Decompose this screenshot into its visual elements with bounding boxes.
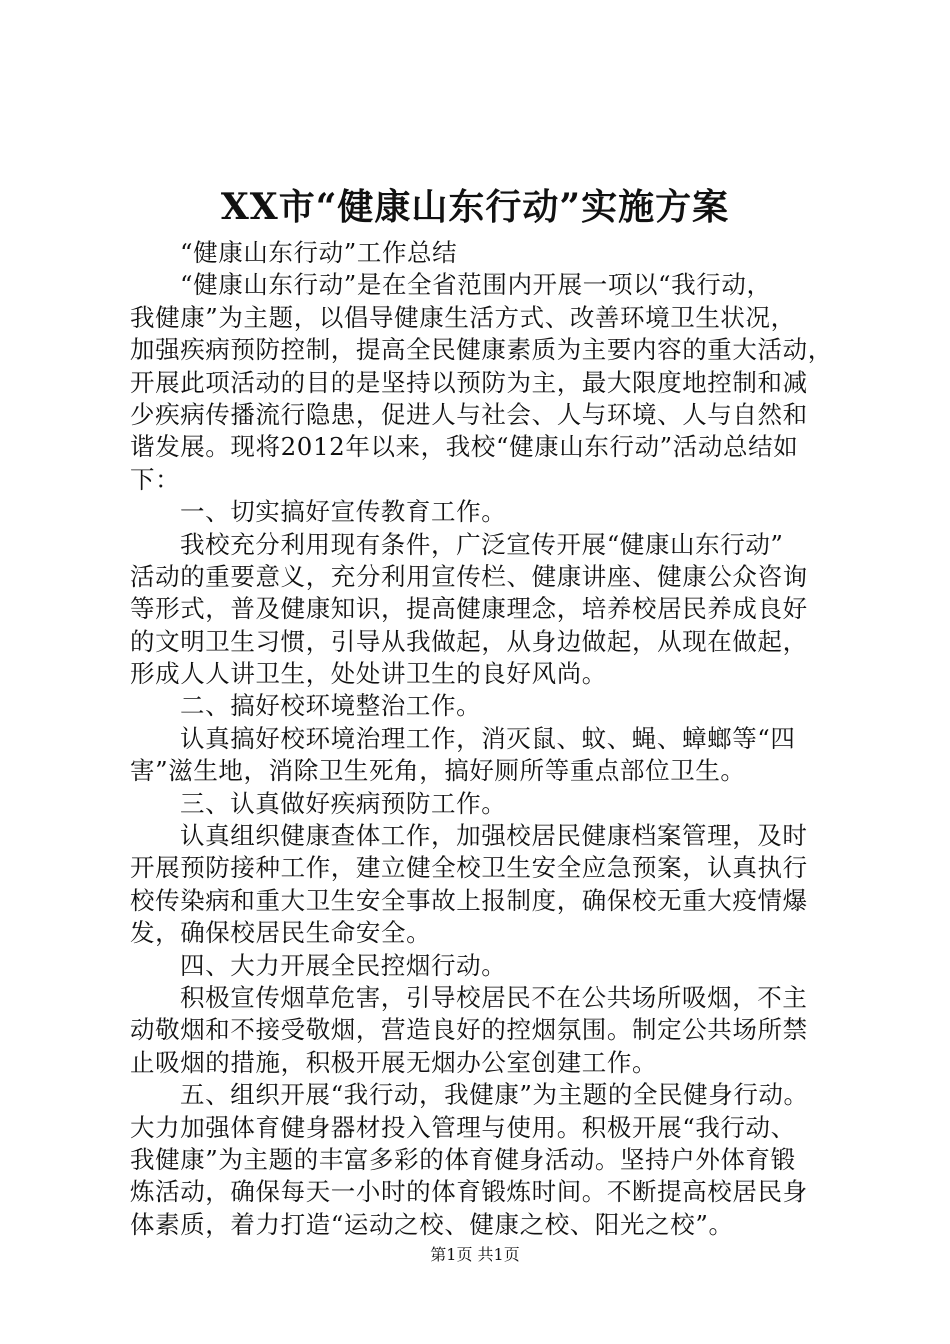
text-line: 我校充分利用现有条件，广泛宣传开展“健康山东行动” (180, 529, 784, 559)
document-body (130, 237, 860, 1241)
text-line: 的文明卫生习惯，引导从我做起，从身边做起，从现在做起， (130, 626, 808, 656)
text-line: 校传染病和重大卫生安全事故上报制度，确保校无重大疫情爆 (130, 885, 808, 915)
text-line: 体素质，着力打造“运动之校、健康之校、阳光之校”。 (130, 1209, 734, 1239)
text-line: 我健康”为主题的丰富多彩的体育健身活动。坚持户外体育锻 (130, 1144, 796, 1174)
text-line: 我健康”为主题，以倡导健康生活方式、改善环境卫生状况， (130, 302, 796, 332)
text-line: 三、认真做好疾病预防工作。 (180, 788, 507, 818)
text-line: 大力加强体育健身器材投入管理与使用。积极开展“我行动、 (130, 1112, 796, 1142)
text-line: 等形式，普及健康知识，提高健康理念，培养校居民养成良好 (130, 594, 808, 624)
text-line: “健康山东行动”工作总结 (180, 238, 458, 267)
text-line: “健康山东行动”是在全省范围内开展一项以“我行动， (180, 270, 772, 300)
text-line: 少疾病传播流行隐患，促进人与社会、人与环境、人与自然和 (130, 399, 808, 429)
text-line: 认真搞好校环境治理工作，消灭鼠、蚊、蝇、蟑螂等“四 (180, 723, 796, 753)
text-line: 五、组织开展“我行动，我健康”为主题的全民健身行动。 (180, 1080, 809, 1110)
text-line: 止吸烟的措施，积极开展无烟办公室创建工作。 (130, 1047, 658, 1077)
text-line: 害”滋生地，消除卫生死角，搞好厕所等重点部位卫生。 (130, 756, 746, 786)
page-footer: 第1页 共1页 (430, 1245, 520, 1264)
text-line: 二、搞好校环境整治工作。 (180, 691, 482, 721)
text-line: 开展预防接种工作，建立健全校卫生安全应急预案，认真执行 (130, 853, 808, 883)
page-title: XX市“健康山东行动”实施方案 (220, 186, 730, 228)
text-line: 炼活动，确保每天一小时的体育锻炼时间。不断提高校居民身 (130, 1177, 808, 1207)
text-line: 认真组织健康查体工作，加强校居民健康档案管理，及时 (180, 821, 808, 851)
text-line: 积极宣传烟草危害，引导校居民不在公共场所吸烟，不主 (180, 982, 808, 1012)
text-line: 下： (130, 464, 181, 494)
text-line: 一、切实搞好宣传教育工作。 (180, 497, 507, 527)
text-line: 动敬烟和不接受敬烟，营造良好的控烟氛围。制定公共场所禁 (130, 1015, 808, 1045)
text-line: 开展此项活动的目的是坚持以预防为主，最大限度地控制和减 (130, 367, 808, 397)
text-line: 谐发展。现将2012年以来，我校“健康山东行动”活动总结如 (130, 432, 799, 462)
text-line: 加强疾病预防控制，提高全民健康素质为主要内容的重大活动， (130, 335, 833, 365)
text-line: 活动的重要意义，充分利用宣传栏、健康讲座、健康公众咨询 (130, 561, 808, 591)
text-line: 形成人人讲卫生，处处讲卫生的良好风尚。 (130, 659, 607, 689)
text-line: 发，确保校居民生命安全。 (130, 918, 432, 948)
text-line: 四、大力开展全民控烟行动。 (180, 950, 507, 980)
